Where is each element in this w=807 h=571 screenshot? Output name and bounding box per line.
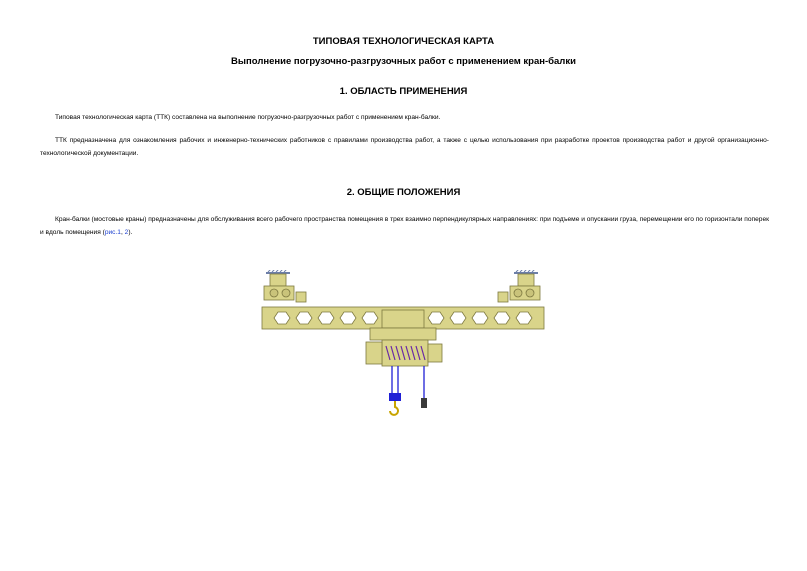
figure-1-link[interactable]: рис.1: [104, 228, 121, 236]
left-rail-hatch: [266, 270, 290, 274]
link-separator: ,: [120, 228, 125, 236]
section-1-paragraph-2: ТТК предназначена для ознакомления рабочих и инженерно-технических работников с правилами производства работ, а также с целью использования при разработке проектов производства работ и другой организационно-технологической документации.: [40, 137, 769, 157]
control-pendant: [421, 398, 427, 408]
section-2-paragraph-1-end: ).: [128, 228, 133, 236]
hook-block: [389, 393, 401, 415]
section-1-paragraph-1: Типовая технологическая карта (ТТК) составлена на выполнение погрузочно-разгрузочных работ с применением кран-балки.: [55, 114, 441, 121]
crane-beam-illustration: [258, 270, 548, 420]
left-end-truck: [264, 274, 306, 302]
document-title: ТИПОВАЯ ТЕХНОЛОГИЧЕСКАЯ КАРТА: [312, 36, 495, 47]
section-1-heading: 1. ОБЛАСТЬ ПРИМЕНЕНИЯ: [339, 86, 468, 97]
right-rail-hatch: [514, 270, 538, 274]
section-2-heading: 2. ОБЩИЕ ПОЛОЖЕНИЯ: [346, 187, 461, 198]
section-2-paragraph-1-text: Кран-балки (мостовые краны) предназначены для обслуживания всего рабочего пространства помещения в трех взаимно перпендикулярных направлениях: при подъеме и опускании груза, перемещении его по горизонтали поперек и вдоль помещения (: [40, 216, 770, 236]
right-end-truck: [498, 274, 540, 302]
document-subtitle: Выполнение погрузочно-разгрузочных работ с применением кран-балки: [231, 56, 576, 67]
figure-2-link[interactable]: 2: [124, 228, 129, 236]
section-2-paragraph-1: [40, 214, 769, 239]
